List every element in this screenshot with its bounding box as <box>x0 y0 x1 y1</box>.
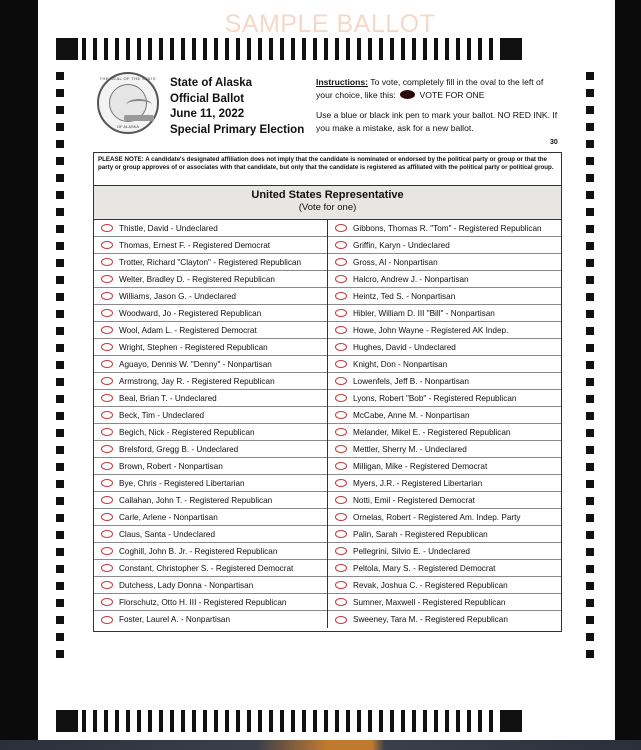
vote-oval[interactable] <box>101 241 113 249</box>
candidate-row[interactable] <box>94 356 327 373</box>
candidate-name: Pellegrini, Silvio E. - Undeclared <box>353 546 470 556</box>
candidate-row[interactable] <box>328 424 561 441</box>
candidate-row[interactable] <box>328 373 561 390</box>
contest-us-representative <box>93 186 562 632</box>
vote-oval[interactable] <box>101 598 113 606</box>
candidate-row[interactable] <box>328 237 561 254</box>
candidate-name: Beck, Tim - Undeclared <box>119 410 205 420</box>
candidate-name: Beal, Brian T. - Undeclared <box>119 393 217 403</box>
candidate-row[interactable] <box>94 458 327 475</box>
vote-oval[interactable] <box>335 411 347 419</box>
candidate-name: Bye, Chris - Registered Libertarian <box>119 478 245 488</box>
vote-oval[interactable] <box>101 309 113 317</box>
title-line: Official Ballot <box>170 92 245 105</box>
candidate-name: Ornelas, Robert - Registered Am. Indep. Party <box>353 512 521 522</box>
vote-oval[interactable] <box>335 547 347 555</box>
candidate-name: Lowenfels, Jeff B. - Nonpartisan <box>353 376 469 386</box>
vote-oval[interactable] <box>335 479 347 487</box>
vote-oval[interactable] <box>335 343 347 351</box>
vote-oval[interactable] <box>101 292 113 300</box>
title-line: Special Primary Election <box>170 123 305 136</box>
candidate-row[interactable] <box>328 322 561 339</box>
candidate-column-right <box>328 220 561 628</box>
vote-oval[interactable] <box>335 496 347 504</box>
candidate-row[interactable] <box>94 220 327 237</box>
candidate-row[interactable] <box>328 441 561 458</box>
candidate-row[interactable] <box>94 475 327 492</box>
candidate-row[interactable] <box>94 322 327 339</box>
candidate-row[interactable] <box>94 373 327 390</box>
candidate-row[interactable] <box>94 237 327 254</box>
candidate-name: Claus, Santa - Undeclared <box>119 529 216 539</box>
candidate-name: Palin, Sarah - Registered Republican <box>353 529 488 539</box>
vote-oval[interactable] <box>101 616 113 624</box>
vote-oval[interactable] <box>335 275 347 283</box>
candidate-name: Melander, Mikel E. - Registered Republican <box>353 427 511 437</box>
contest-header <box>94 186 561 220</box>
candidate-row[interactable] <box>94 407 327 424</box>
left-dark-margin <box>0 0 38 750</box>
candidate-row[interactable] <box>328 390 561 407</box>
candidate-name: Notti, Emil - Registered Democrat <box>353 495 475 505</box>
vote-oval[interactable] <box>101 547 113 555</box>
instructions-label: Instructions: <box>316 77 369 87</box>
candidate-row[interactable] <box>328 509 561 526</box>
candidate-row[interactable] <box>328 407 561 424</box>
vote-oval[interactable] <box>335 462 347 470</box>
candidate-name: Griffin, Karyn - Undeclared <box>353 240 450 250</box>
seal-landscape-icon <box>124 115 154 121</box>
vote-oval[interactable] <box>335 241 347 249</box>
instructions-text: To vote, completely fill in the oval to the left of your choice, like this: <box>316 77 544 100</box>
seal-top-text: THE SEAL OF THE STATE <box>99 76 157 81</box>
candidate-row[interactable] <box>328 577 561 594</box>
vote-oval[interactable] <box>335 530 347 538</box>
vote-oval[interactable] <box>101 581 113 589</box>
bottom-taskbar-strip <box>0 740 641 750</box>
candidate-name: Howe, John Wayne - Registered AK Indep. <box>353 325 509 335</box>
vote-oval[interactable] <box>101 275 113 283</box>
candidate-name: Sweeney, Tara M. - Registered Republican <box>353 615 508 624</box>
candidate-row[interactable] <box>94 543 327 560</box>
candidate-name: Woodward, Jo - Registered Republican <box>119 308 262 318</box>
vote-oval[interactable] <box>101 377 113 385</box>
candidate-name: Callahan, John T. - Registered Republican <box>119 495 273 505</box>
candidate-row[interactable] <box>94 288 327 305</box>
candidate-name: Lyons, Robert "Bob" - Registered Republican <box>353 393 517 403</box>
candidate-row[interactable] <box>328 458 561 475</box>
vote-oval[interactable] <box>101 224 113 232</box>
candidate-name: Dutchess, Lady Donna - Nonpartisan <box>119 580 254 590</box>
candidate-name: Wright, Stephen - Registered Republican <box>119 342 268 352</box>
vote-oval[interactable] <box>335 394 347 402</box>
candidate-row[interactable] <box>94 339 327 356</box>
candidate-name: Brelsford, Gregg B. - Undeclared <box>119 444 239 454</box>
right-dark-margin <box>615 0 641 750</box>
candidate-row[interactable] <box>94 577 327 594</box>
title-line: State of Alaska <box>170 77 253 89</box>
candidate-name: Sumner, Maxwell - Registered Republican <box>353 597 506 607</box>
candidate-row[interactable] <box>94 560 327 577</box>
vote-oval[interactable] <box>101 258 113 266</box>
contest-subtitle: (Vote for one) <box>298 202 357 213</box>
candidate-row[interactable] <box>328 254 561 271</box>
vote-oval[interactable] <box>101 496 113 504</box>
vote-oval[interactable] <box>101 326 113 334</box>
candidate-row[interactable] <box>328 611 561 628</box>
vote-oval[interactable] <box>335 309 347 317</box>
vote-oval[interactable] <box>335 258 347 266</box>
page-number: 30 <box>550 139 558 146</box>
candidate-row[interactable] <box>94 594 327 611</box>
bottom-timing-marks <box>56 710 526 732</box>
vote-oval[interactable] <box>101 360 113 368</box>
seal-emblem <box>109 84 147 122</box>
vote-oval[interactable] <box>335 616 347 624</box>
candidate-name: Thomas, Ernest F. - Registered Democrat <box>119 240 271 250</box>
vote-oval[interactable] <box>335 598 347 606</box>
candidate-name: Foster, Laurel A. - Nonpartisan <box>119 615 231 624</box>
candidate-name: Welter, Bradley D. - Registered Republican <box>119 274 275 284</box>
candidate-name: Wool, Adam L. - Registered Democrat <box>119 325 257 335</box>
vote-oval[interactable] <box>335 377 347 385</box>
candidate-row[interactable] <box>328 475 561 492</box>
candidate-row[interactable] <box>328 305 561 322</box>
candidate-name: Revak, Joshua C. - Registered Republican <box>353 580 508 590</box>
candidate-name: Peltola, Mary S. - Registered Democrat <box>353 563 496 573</box>
vote-oval[interactable] <box>101 479 113 487</box>
candidate-name: Mettler, Sherry M. - Undeclared <box>353 444 467 454</box>
candidate-row[interactable] <box>328 492 561 509</box>
candidate-name: Heintz, Ted S. - Nonpartisan <box>353 291 456 301</box>
vote-oval[interactable] <box>101 343 113 351</box>
candidate-row[interactable] <box>328 526 561 543</box>
candidate-name: Begich, Nick - Registered Republican <box>119 427 255 437</box>
candidate-name: Halcro, Andrew J. - Nonpartisan <box>353 274 469 284</box>
vote-oval[interactable] <box>335 326 347 334</box>
candidate-row[interactable] <box>328 543 561 560</box>
candidate-row[interactable] <box>94 611 327 628</box>
candidate-row[interactable] <box>328 288 561 305</box>
instructions-example: VOTE FOR ONE <box>419 90 485 100</box>
candidate-row[interactable] <box>328 339 561 356</box>
candidate-name: Myers, J.R. - Registered Libertarian <box>353 478 483 488</box>
watermark: SAMPLE BALLOT <box>224 10 436 38</box>
candidate-column-left <box>94 220 328 628</box>
vote-oval[interactable] <box>335 292 347 300</box>
candidate-name: Armstrong, Jay R. - Registered Republican <box>119 376 275 386</box>
candidate-name: Carle, Arlene - Nonpartisan <box>119 512 218 522</box>
vote-oval[interactable] <box>335 445 347 453</box>
seal-sun-icon <box>126 99 152 111</box>
candidate-name: Hibler, William D. III "Bill" - Nonpartisan <box>353 308 495 318</box>
candidate-name: Aguayo, Dennis W. "Denny" - Nonpartisan <box>119 359 272 369</box>
vote-oval[interactable] <box>101 445 113 453</box>
candidate-name: Knight, Don - Nonpartisan <box>353 359 448 369</box>
candidate-row[interactable] <box>94 509 327 526</box>
vote-oval[interactable] <box>101 530 113 538</box>
candidate-name: Hughes, David - Undeclared <box>353 342 456 352</box>
title-line: June 11, 2022 <box>170 108 245 120</box>
instructions <box>316 76 561 142</box>
vote-oval[interactable] <box>335 564 347 572</box>
candidate-row[interactable] <box>328 220 561 237</box>
candidate-row[interactable] <box>94 424 327 441</box>
candidate-name: Gibbons, Thomas R. "Tom" - Registered Republican <box>353 223 542 233</box>
candidate-name: Constant, Christopher S. - Registered Democrat <box>119 563 294 573</box>
vote-oval[interactable] <box>335 581 347 589</box>
candidate-row[interactable] <box>328 594 561 611</box>
candidate-name: Trotter, Richard "Clayton" - Registered Republican <box>119 257 302 267</box>
right-timing-marks <box>586 72 594 667</box>
candidate-row[interactable] <box>94 305 327 322</box>
vote-oval[interactable] <box>101 428 113 436</box>
vote-oval[interactable] <box>101 394 113 402</box>
instructions-ink: Use a blue or black ink pen to mark your ballot. NO RED INK. If you make a mistake, ask for a new ballot. <box>316 110 558 133</box>
candidate-name: Thistle, David - Undeclared <box>119 223 218 233</box>
candidate-row[interactable] <box>94 254 327 271</box>
candidate-row[interactable] <box>94 526 327 543</box>
vote-oval[interactable] <box>101 513 113 521</box>
filled-oval-example-icon <box>400 90 415 99</box>
candidate-row[interactable] <box>94 492 327 509</box>
top-timing-marks <box>56 38 526 60</box>
candidate-name: Florschutz, Otto H. III - Registered Republican <box>119 597 287 607</box>
vote-oval[interactable] <box>101 411 113 419</box>
contest-title: United States Representative <box>251 189 404 201</box>
seal-bottom-text: OF ALASKA <box>116 124 139 129</box>
vote-oval[interactable] <box>335 428 347 436</box>
candidate-row[interactable] <box>94 390 327 407</box>
candidate-name: Coghill, John B. Jr. - Registered Republican <box>119 546 278 556</box>
vote-oval[interactable] <box>335 513 347 521</box>
state-seal-logo <box>97 72 159 134</box>
vote-oval[interactable] <box>335 360 347 368</box>
ballot-title-block <box>170 76 304 138</box>
candidate-name: Milligan, Mike - Registered Democrat <box>353 461 488 471</box>
candidate-name: Brown, Robert - Nonpartisan <box>119 461 223 471</box>
candidate-row[interactable] <box>328 560 561 577</box>
vote-oval[interactable] <box>101 564 113 572</box>
candidate-row[interactable] <box>328 271 561 288</box>
candidate-row[interactable] <box>94 271 327 288</box>
vote-oval[interactable] <box>335 224 347 232</box>
candidate-name: McCabe, Anne M. - Nonpartisan <box>353 410 470 420</box>
candidate-row[interactable] <box>328 356 561 373</box>
candidate-row[interactable] <box>94 441 327 458</box>
vote-oval[interactable] <box>101 462 113 470</box>
affiliation-note: PLEASE NOTE: A candidate's designated affiliation does not imply that the candidate is nominated or endorsed by the political party or group or that the party or group approves of or associates with that candidate, but only that the candidate is registered as affiliated with the political party or political group. <box>93 152 562 186</box>
candidate-name: Gross, Al - Nonpartisan <box>353 257 438 267</box>
left-timing-marks <box>56 72 64 667</box>
candidate-name: Williams, Jason G. - Undeclared <box>119 291 236 301</box>
